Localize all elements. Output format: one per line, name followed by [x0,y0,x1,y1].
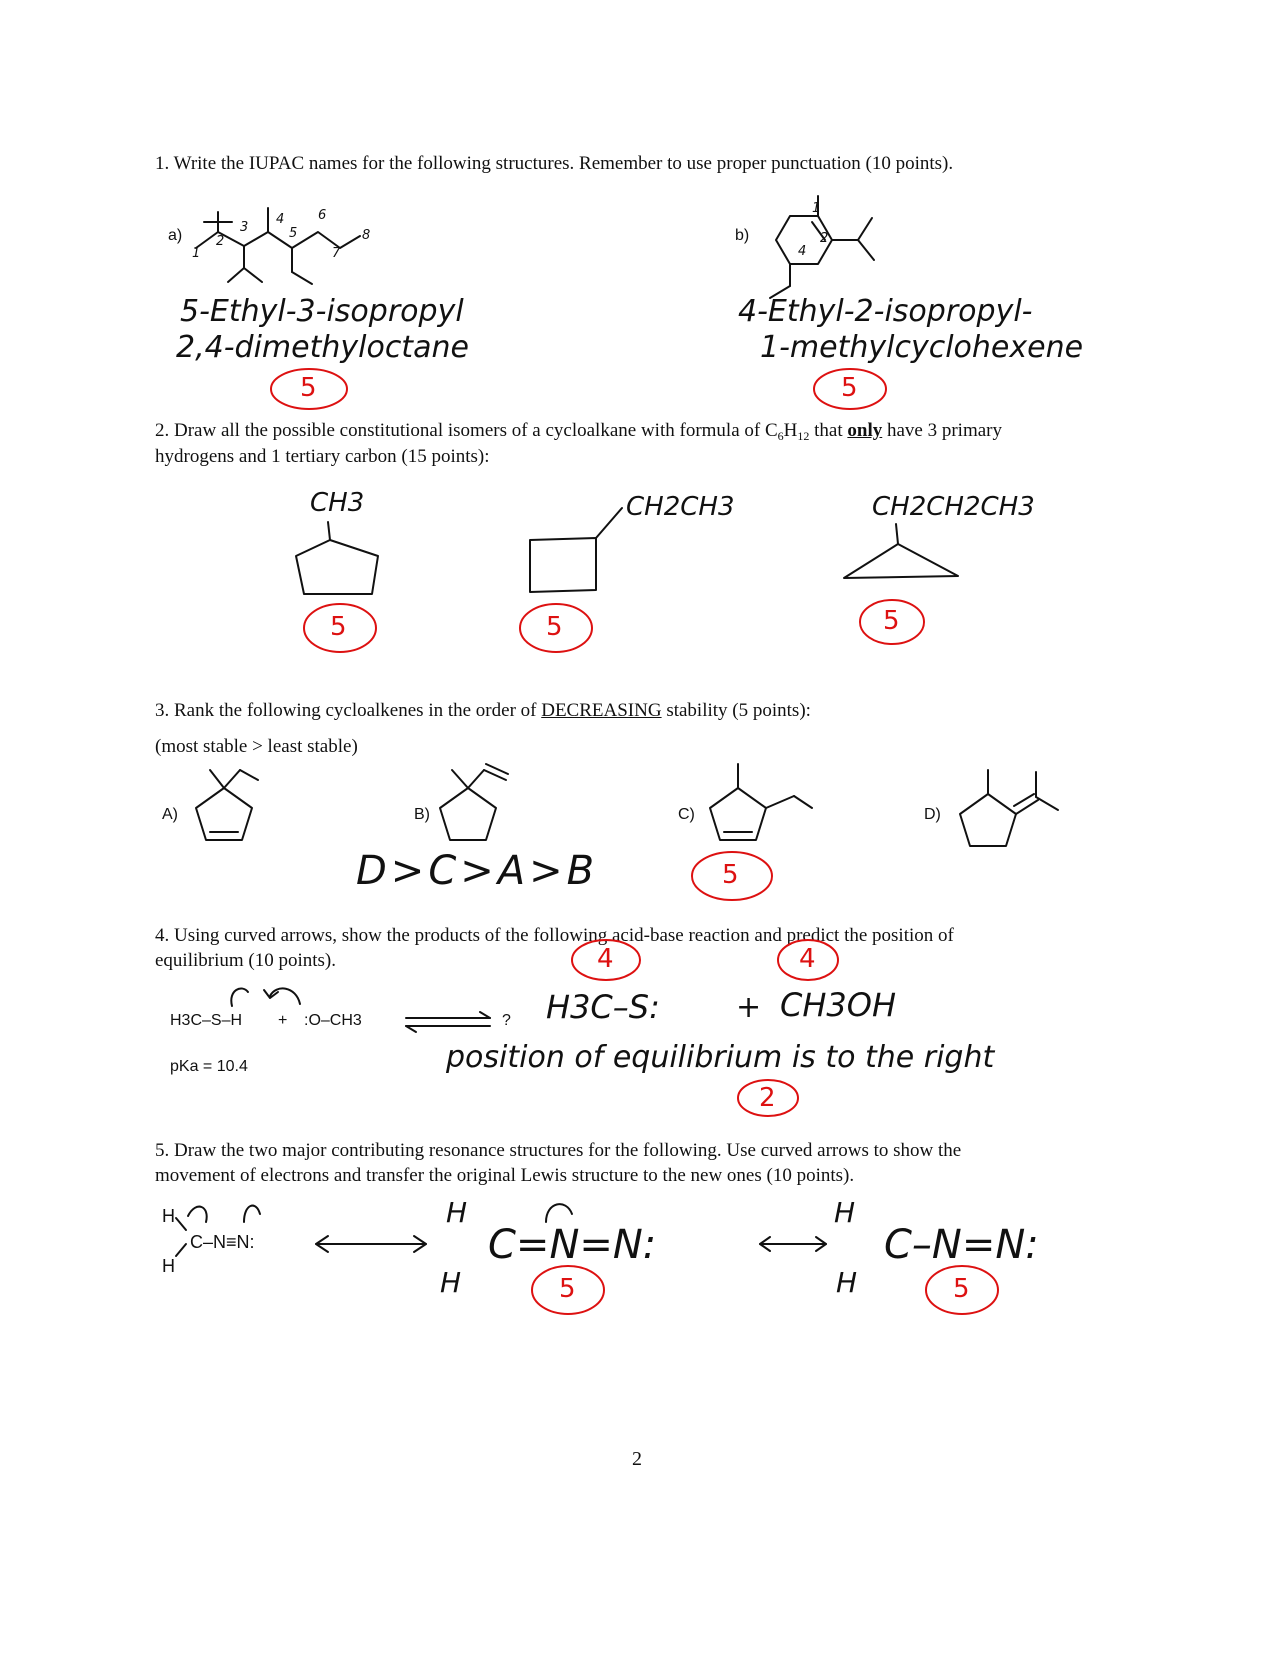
q5-res2-h-top: H [834,1196,856,1229]
q5-res2-grade: 5 [953,1274,970,1304]
q3-label-b: B) [414,806,430,823]
q2-isomer3-label: CH2CH2CH3 [872,492,1035,522]
q5-res2-h-bottom: H [836,1266,858,1299]
q3-subprompt: (most stable > least stable) [155,736,358,757]
q4-plus: + [278,1012,288,1029]
q5-res1-h-top: H [446,1196,468,1229]
q2-grade2: 5 [546,612,563,642]
q4-equilibrium-answer: position of equilibrium is to the right [446,1040,995,1075]
q4-product2: CH3OH [780,986,897,1024]
q2-isomer2-label: CH2CH3 [626,492,735,522]
q1-a-answer-line2: 2,4-dimethyloctane [176,330,469,365]
q5-res2-structure: C–N=N: [884,1222,1039,1268]
q1-a-num-5: 5 [289,226,298,241]
q1-a-num-1: 1 [192,246,201,261]
q3-answer: D>C>A>B [356,848,599,894]
q2-grade3: 5 [883,606,900,636]
q5-res1-h-bottom: H [440,1266,462,1299]
q5-start-h-bottom: H [162,1256,175,1276]
q4-reactant1: H3C–S–H [170,1012,243,1029]
q5-prompt-line2: movement of electrons and transfer the original Lewis structure to the new ones (10 points). [155,1165,855,1186]
q3-label-d: D) [924,806,941,823]
q3-label-a: A) [162,806,178,823]
q1-a-num-3: 3 [240,220,249,235]
q1-a-answer-line1: 5-Ethyl-3-isopropyl [180,294,464,329]
q1-a-grade: 5 [300,373,317,403]
q4-prompt-line2: equilibrium (10 points). [155,950,337,971]
q4-pka: pKa = 10.4 [170,1058,248,1075]
q1-b-answer-line1: 4-Ethyl-2-isopropyl- [738,294,1033,329]
q1-b-answer-line2: 1-methylcyclohexene [760,330,1084,365]
q4-grade3: 2 [759,1083,776,1113]
q1-b-num-2: 2 [820,231,829,246]
page-number: 2 [632,1448,642,1470]
q3-label-c: C) [678,806,695,823]
q4-product1: H3C–S: [546,988,660,1026]
q2-prompt: 2. Draw all the possible constitutional isomers of a cycloalkane with formula of $C_6H_{12}$ that only have 3 primary [155,420,1002,443]
q2-only-emphasis: only [847,420,883,441]
q5-start-structure: C–N≡N: [190,1232,255,1252]
q5-res1-grade: 5 [559,1274,576,1304]
q3-decreasing-emphasis: DECREASING [541,700,662,721]
q4-question-mark: ? [502,1012,511,1029]
q4-grade2: 4 [799,944,816,974]
q2-isomer1-label: CH3 [310,488,365,518]
q4-prompt-line1: 4. Using curved arrows, show the products of the following acid-base reaction and predict the position of [155,925,954,946]
q1-a-num-6: 6 [318,208,327,223]
q4-product-plus: + [736,990,762,1025]
q2-grade1: 5 [330,612,347,642]
q1-b-num-1: 1 [812,201,821,216]
q1-a-num-4: 4 [276,212,285,227]
q5-prompt-line1: 5. Draw the two major contributing resonance structures for the following. Use curved arrows to show the [155,1140,962,1161]
q4-reactant2: :O–CH3 [304,1012,362,1029]
q1-a-num-7: 7 [332,246,341,261]
q1-prompt: 1. Write the IUPAC names for the following structures. Remember to use proper punctuation (10 points). [155,153,954,174]
q5-res1-structure: C=N=N: [488,1222,657,1268]
q1-a-num-2: 2 [216,234,225,249]
q5-start-h-top: H [162,1206,175,1226]
q4-grade1: 4 [597,944,614,974]
q3-grade: 5 [722,860,739,890]
q1-a-num-8: 8 [362,228,371,243]
q1-b-num-4: 4 [798,244,807,259]
q1-b-grade: 5 [841,373,858,403]
q1-b-label: b) [735,227,750,244]
q2-prompt-line2: hydrogens and 1 tertiary carbon (15 points): [155,446,490,467]
q1-a-label: a) [168,227,183,244]
q3-prompt: 3. Rank the following cycloalkenes in the order of DECREASING stability (5 points): [155,700,811,721]
